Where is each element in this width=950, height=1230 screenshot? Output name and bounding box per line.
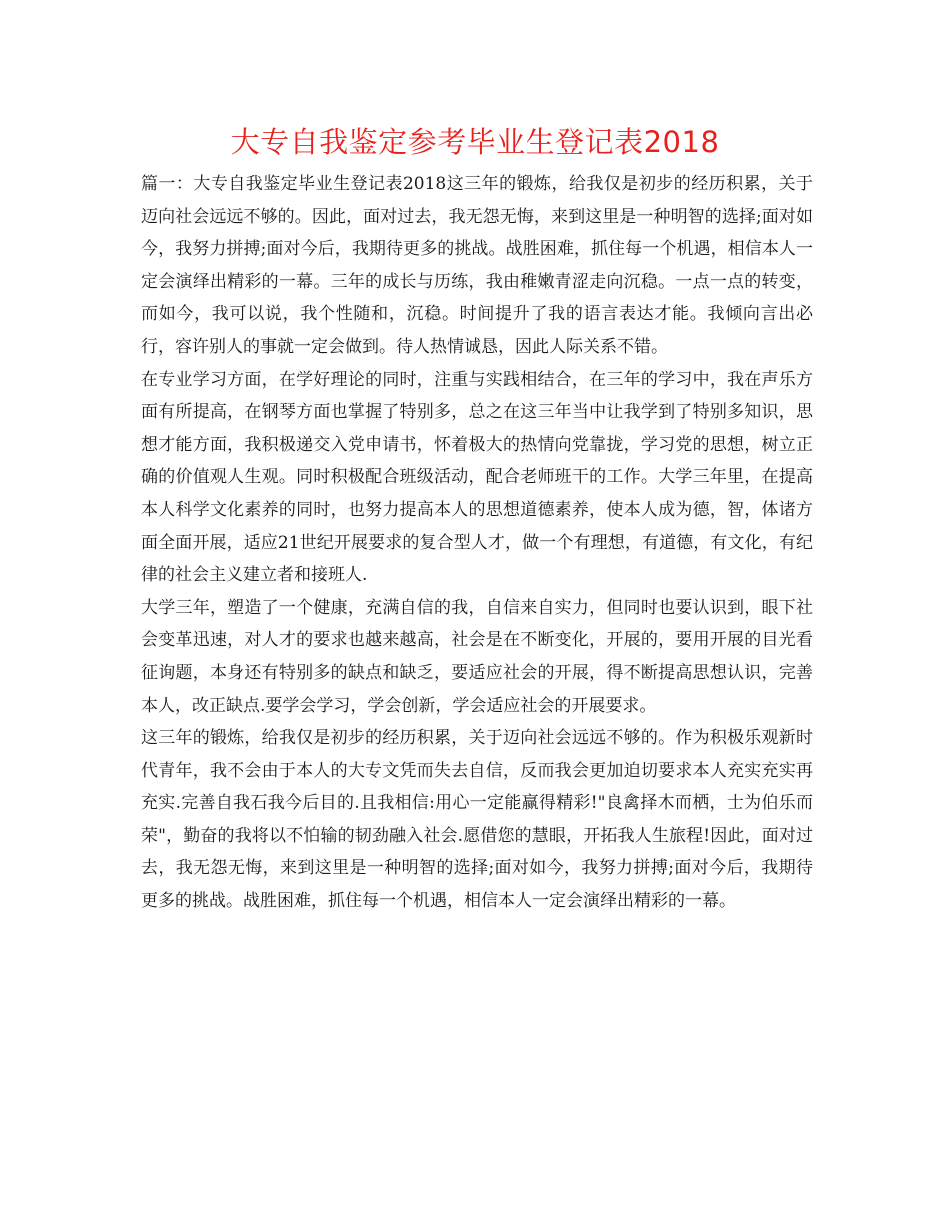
document-title: 大专自我鉴定参考毕业生登记表2018 — [230, 125, 720, 159]
paragraph-1: 篇一：大专自我鉴定毕业生登记表2018这三年的锻炼，给我仅是初步的经历积累，关于迈向社会远远不够的。因此，面对过去，我无怨无悔，来到这里是一种明智的选择;面对如今，我努力拼搏;面对今后，我期待更多的挑战。战胜困难，抓住每一个机遇，相信本人一定会演绎出精彩的一幕。三年的成长与历练，我由稚嫩青涩走向沉稳。一点一点的转变，而如今，我可以说，我个性随和，沉稳。时间提升了我的语言表达才能。我倾向言出必行，容许别人的事就一定会做到。待人热情诚恳，因此人际关系不错。 — [141, 174, 813, 357]
paragraph-3: 大学三年，塑造了一个健康，充满自信的我，自信来自实力，但同时也要认识到，眼下社会变革迅速，对人才的要求也越来越高，社会是在不断变化，开展的，要用开展的目光看征询题，本身还有特别多的缺点和缺乏，要适应社会的开展，得不断提高思想认识，完善本人，改正缺点.要学会学习，学会创新，学会适应社会的开展要求。 — [141, 597, 813, 716]
document-body — [141, 168, 813, 918]
paragraph-4: 这三年的锻炼，给我仅是初步的经历积累，关于迈向社会远远不够的。作为积极乐观新时代青年，我不会由于本人的大专文凭而失去自信，反而我会更加迫切要求本人充实充实再充实.完善自我石我今后目的.且我相信:用心一定能赢得精彩!"良禽择木而栖，士为伯乐而荣"，勤奋的我将以不怕输的韧劲融入社会.愿借您的慧眼，开拓我人生旅程!因此，面对过去，我无怨无悔，来到这里是一种明智的选择;面对如今，我努力拼搏;面对今后，我期待更多的挑战。战胜困难，抓住每一个机遇，相信本人一定会演绎出精彩的一幕。 — [141, 728, 813, 912]
paragraph-2: 在专业学习方面，在学好理论的同时，注重与实践相结合，在三年的学习中，我在声乐方面有所提高，在钢琴方面也掌握了特别多，总之在这三年当中让我学到了特别多知识，思想才能方面，我积极递交入党申请书，怀着极大的热情向党靠拢，学习党的思想，树立正确的价值观人生观。同时积极配合班级活动，配合老师班干的工作。大学三年里，在提高本人科学文化素养的同时，也努力提高本人的思想道德素养，使本人成为德，智，体诸方面全面开展，适应21世纪开展要求的复合型人才，做一个有理想，有道德，有文化，有纪律的社会主义建立者和接班人. — [141, 369, 813, 586]
